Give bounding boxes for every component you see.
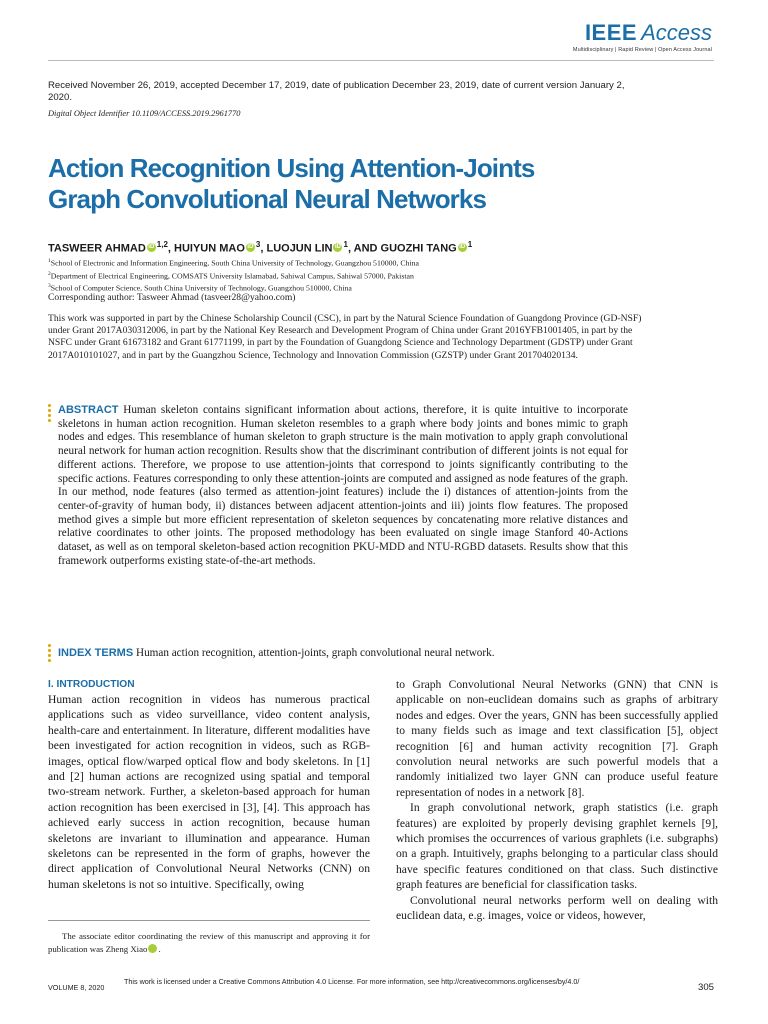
- footnote-divider: [48, 920, 370, 921]
- funding-statement: This work was supported in part by the Chinese Scholarship Council (CSC), in part by the Natural Science Foundation of Guangdong Province (GD-NSF) under Grant 2017A030312006, in part by the National Key Research and Development Program of China under Grant 2016YFB1001405, in part by the NSFC under Grant 61673182 and Grant 61771199, in part by the Foundation of Guangdong Science and Technology Department (GDSTP) under Grant 2017A010101027, and in part by the Guangzhou Science, Technology and Innovation Commission (GZSTP) under Grant 201704020134.: [48, 313, 642, 361]
- orcid-icon[interactable]: iD: [148, 944, 157, 953]
- author-name: , AND GUOZHI TANG: [347, 242, 457, 255]
- logo-tagline: Multidisciplinary | Rapid Review | Open Access Journal: [572, 47, 712, 53]
- body-column-right: [396, 677, 718, 924]
- affiliations: [48, 256, 728, 294]
- section-heading: I. INTRODUCTION: [48, 679, 135, 690]
- affiliation-text: School of Electronic and Information Engineering, South China University of Technology, Guangzhou 510000, China: [50, 258, 419, 268]
- abstract-label: ABSTRACT: [58, 404, 119, 416]
- received-dates: Received November 26, 2019, accepted December 17, 2019, date of publication December 23, 2019, date of current version January 2, 2020.: [48, 80, 625, 103]
- body-paragraph: Convolutional neural networks perform well on dealing with euclidean data, e.g. images, voice or videos, however,: [396, 893, 718, 923]
- author-affil-mark: 1,2: [156, 240, 168, 249]
- volume-label: VOLUME 8, 2020: [48, 983, 105, 992]
- abstract-text: Human skeleton contains significant information about actions, therefore, it is quite intuitive to incorporate skeletons in human action recognition. Human skeleton resembles to a graph where body joints and bones mimic to graph nodes and edges. This resemblance of human skeleton to graph structure is the main motivation to apply graph convolutional neural network for human action recognition. Results show that the discriminant contribution of different joints is not equal for different actions. Therefore, we propose to use attention-joints that correspond to joints significantly contributing to the specific actions. Features corresponding to only these attention-joints are computed and assigned as node features of the graph. In our method, node features (also termed as attention-joint features) include the i) distances of attention-joints from the center-of-gravity of human body, ii) distances between adjacent attention-joints and iii) joints flow features. The proposed method gives a simple but more efficient representation of skeleton sequences by concatenating more relative distances and relative coordinates to other joints. The proposed methodology has been evaluated on single image Stanford 40-Actions dataset, as well as on temporal skeleton-based action recognition PKU-MDD and NTU-RGBD datasets. Results show that this framework outperforms existing state-of-the-art methods.: [58, 404, 628, 567]
- title-line-2: Graph Convolutional Neural Networks: [48, 184, 487, 214]
- header-divider: [48, 60, 714, 61]
- orcid-icon[interactable]: iD: [148, 243, 155, 250]
- affiliation-item: [48, 269, 728, 282]
- abstract: [58, 404, 628, 568]
- logo-access: Access: [641, 20, 712, 45]
- section-marker-icon: [48, 404, 51, 424]
- page-number: 305: [698, 982, 715, 993]
- author-affil-mark: 1: [343, 240, 348, 249]
- affiliation-number: 2: [48, 270, 51, 277]
- author-affil-mark: 3: [255, 240, 261, 249]
- index-terms-label: INDEX TERMS: [58, 647, 134, 659]
- author-affil-mark: 1: [467, 240, 473, 249]
- doi: Digital Object Identifier 10.1109/ACCESS.2019.2961770: [48, 109, 241, 118]
- paper-title: [48, 153, 718, 215]
- section-marker-icon: [48, 644, 51, 664]
- body-column-left: Human action recognition in videos has numerous practical applications such as video surveillance, video content analysis, health-care and entertainment. In literature, different modalities have been investigated for action recognition in videos, such as RGB-images, optical flow/warped optical flow and body skeletons. In [1] and [2] human actions are recognized using spatial and temporal two-stream network. Further, a skeleton-based approach for human action recognition has been exercised in [3], [4]. This approach has achieved early success in action recognition, because human skeletons are invariant to illumination and appearance. Human skeletons can be represented in the form of graphs, however the direct application of Convolutional Neural Networks (CNN) on human skeletons is not so intuitive. Specifically, owing: [48, 693, 370, 891]
- author-list: [48, 240, 728, 255]
- affiliation-number: 3: [48, 283, 51, 290]
- journal-logo: [573, 20, 712, 53]
- index-terms-text: Human action recognition, attention-joints, graph convolutional neural network.: [135, 647, 495, 659]
- affiliation-number: 1: [48, 258, 51, 264]
- license-text: This work is licensed under a Creative Commons Attribution 4.0 License. For more information, see http://creativecommons.org/licenses/by/4.0/: [124, 977, 580, 986]
- body-paragraph: In graph convolutional network, graph statistics (i.e. graph features) are exploited by properly devising graphlet kernels [9], which promises the occurrences of various graphlets (i.e. subgraphs) on a graph. Intuitively, graphs belonging to a particular class should have specific features conditioned on that class. Such distinctive graph features are beneficial for classification tasks.: [396, 801, 718, 892]
- affiliation-text: Department of Electrical Engineering, COMSATS University Islamabad, Sahiwal Campus, Sahiwal 57000, Pakistan: [50, 271, 414, 281]
- corresponding-author: Corresponding author: Tasweer Ahmad (tasveer28@yahoo.com): [48, 292, 296, 303]
- author-name: , LUOJUN LIN: [260, 242, 333, 255]
- author-name: , HUIYUN MAO: [167, 242, 245, 255]
- author-name: TASWEER AHMAD: [48, 242, 146, 255]
- affiliation-item: [48, 256, 728, 269]
- footnote-text: The associate editor coordinating the review of this manuscript and approving it for publication was Zheng Xiao: [48, 931, 370, 954]
- index-terms: [58, 646, 698, 660]
- logo-ieee: IEEE: [584, 20, 638, 45]
- editor-footnote: The associate editor coordinating the review of this manuscript and approving it for publication was Zheng Xiao iD.: [48, 931, 370, 954]
- orcid-icon[interactable]: iD: [247, 243, 254, 250]
- body-paragraph: to Graph Convolutional Neural Networks (GNN) that CNN is applicable on non-euclidean domains such as graphs of arbitrary nodes and edges. Over the years, GNN has been successfully applied to many fields such as image and text classification [5], object recognition [6] and human activity recognition [7]. Graph convolution neural networks are such powerful models that a randomly initialized two layer GNN can produce useful feature representation of nodes in a network [8].: [396, 678, 718, 799]
- title-line-1: Action Recognition Using Attention-Joints: [48, 153, 535, 183]
- orcid-icon[interactable]: iD: [459, 243, 466, 250]
- orcid-icon[interactable]: iD: [334, 243, 341, 250]
- affiliation-text: School of Computer Science, South China University of Technology, Guangzhou 510000, China: [50, 283, 352, 293]
